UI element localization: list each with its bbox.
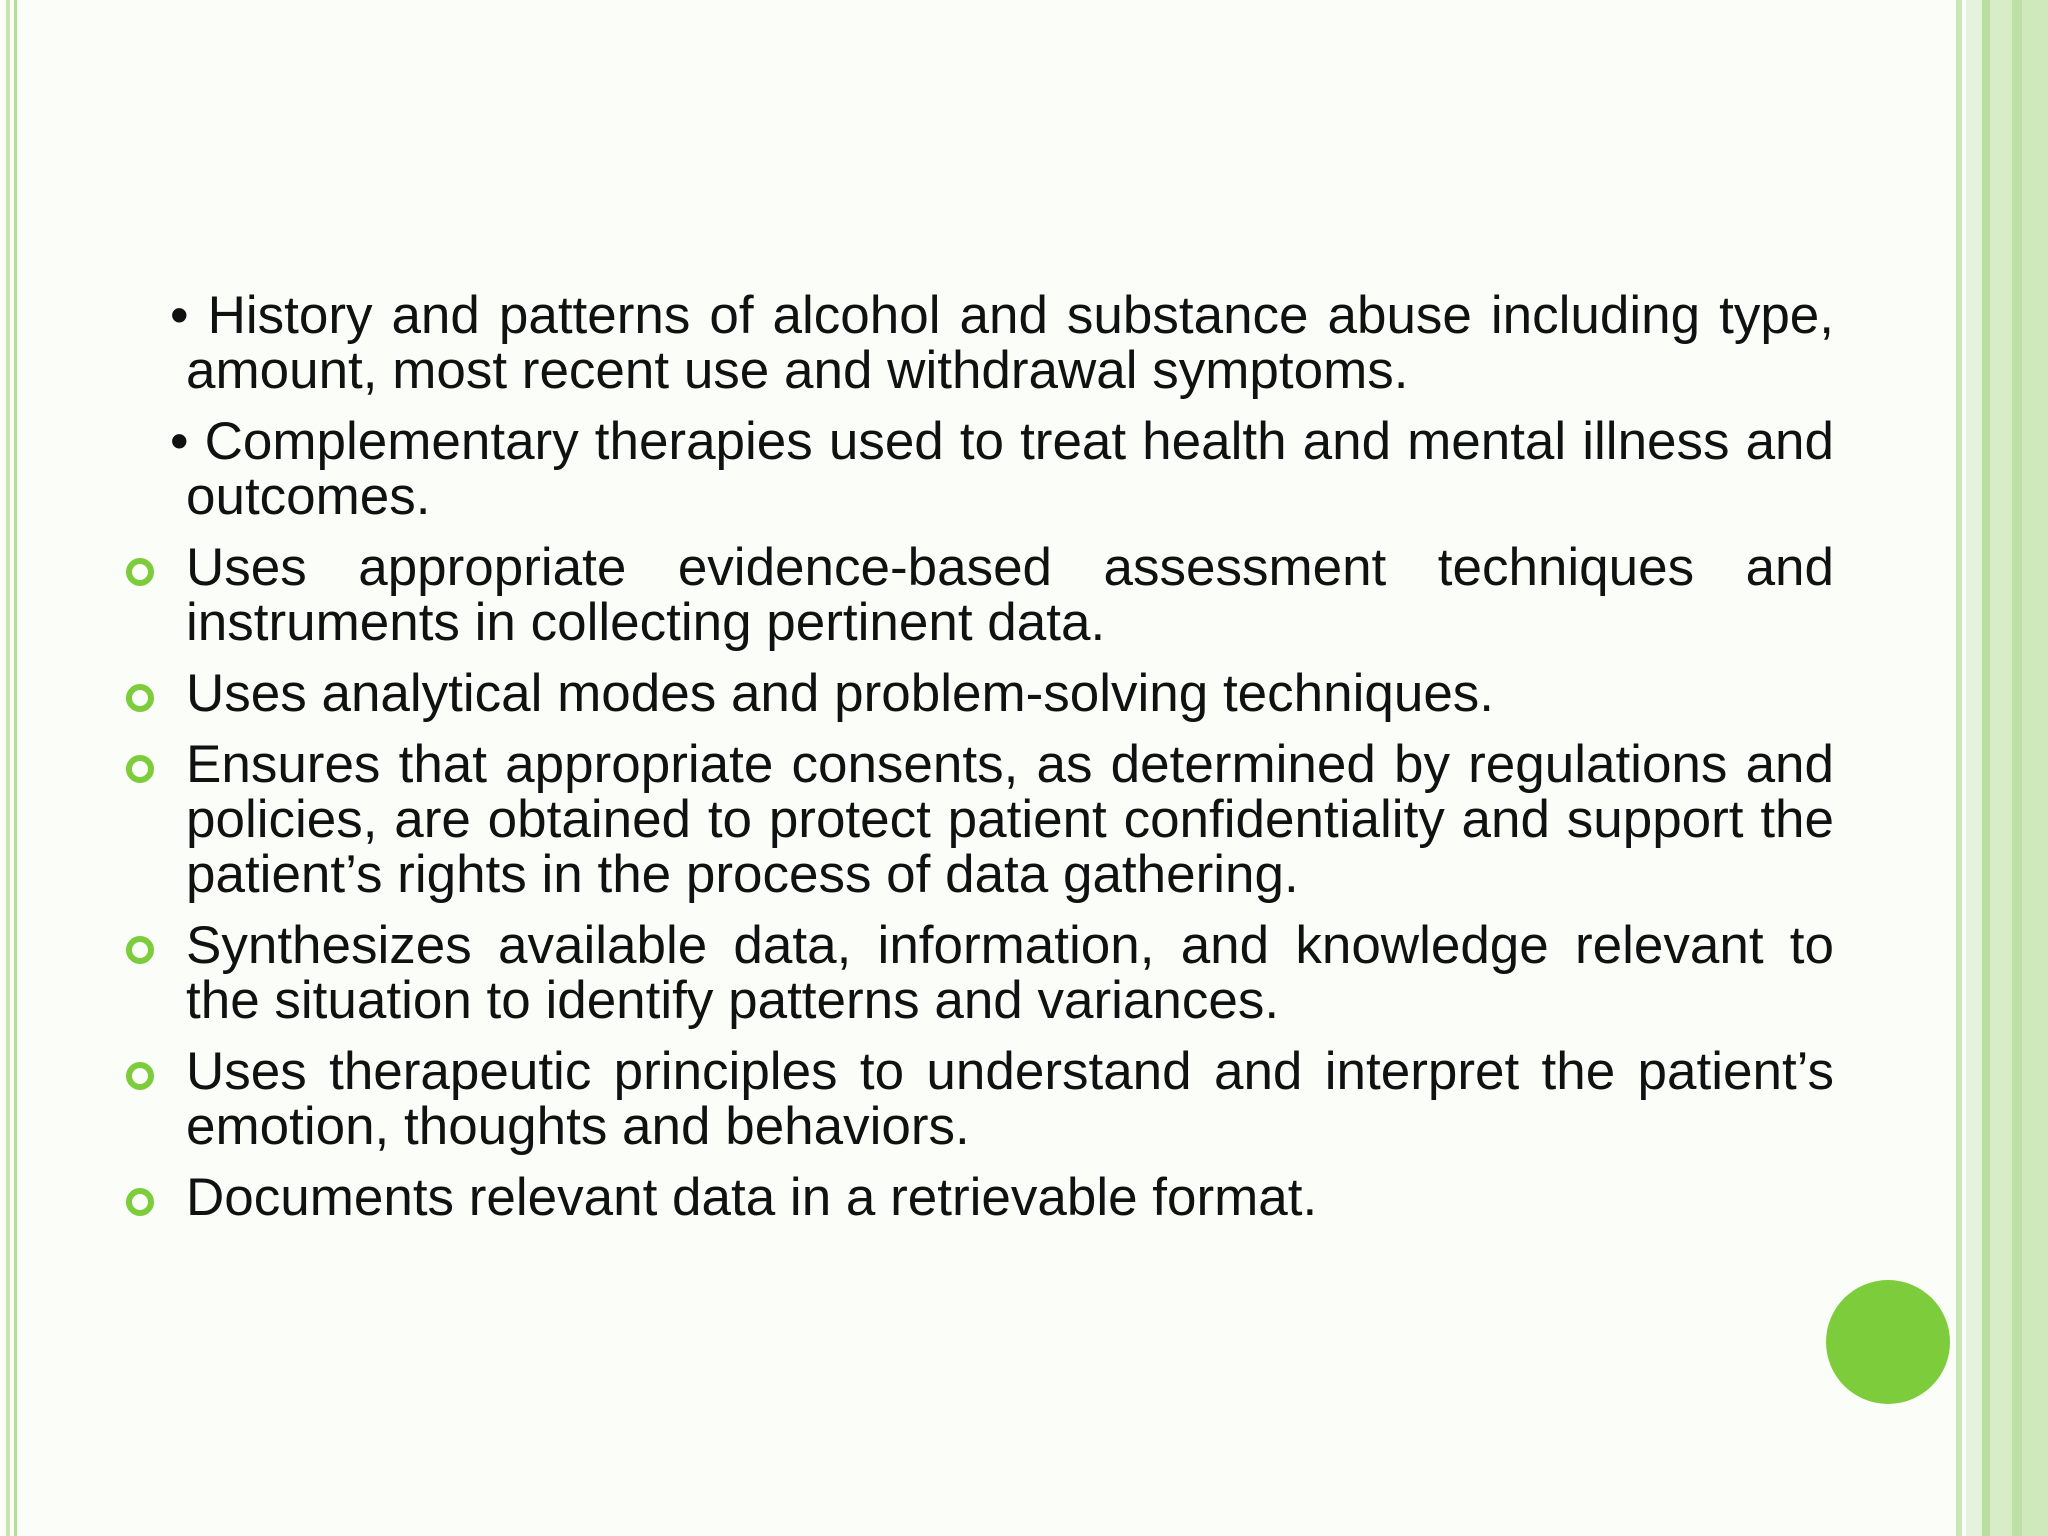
bullet-text: Uses appropriate evidence-based assessment techniques and instruments in collecting pertinent data. [186, 538, 1834, 652]
ring-bullet-icon [126, 936, 154, 964]
green-circle-decoration [1826, 1280, 1950, 1404]
bullet-item [120, 918, 1834, 1028]
right-decor-stripe [1966, 0, 1982, 1536]
sub-bullet-text: Complementary therapies used to treat health and mental illness and outcomes. [186, 412, 1834, 526]
ring-bullet-icon [126, 558, 154, 586]
sub-bullet-item [120, 288, 1834, 398]
bullet-text: Synthesizes available data, information, and knowledge relevant to the situation to identify patterns and variances. [186, 916, 1834, 1030]
right-decor-stripe [2022, 0, 2048, 1536]
bullet-text: Ensures that appropriate consents, as determined by regulations and policies, are obtained to protect patient confidentiality and support the patient’s rights in the process of data gathering. [186, 735, 1834, 904]
slide-body [120, 288, 1834, 1241]
left-border-line [14, 0, 17, 1536]
bullet-item [120, 737, 1834, 902]
ring-bullet-icon [126, 1062, 154, 1090]
bullet-item [120, 540, 1834, 650]
right-decor-stripe [1990, 0, 2012, 1536]
bullet-item [120, 666, 1834, 721]
sub-bullet-marker: • [170, 286, 189, 345]
bullet-item [120, 1170, 1834, 1225]
ring-bullet-icon [126, 684, 154, 712]
sub-bullet-text: History and patterns of alcohol and substance abuse including type, amount, most recent use and withdrawal symptoms. [186, 286, 1834, 400]
ring-bullet-icon [126, 1188, 154, 1216]
right-decor-stripe [2012, 0, 2022, 1536]
right-decor-stripe [1982, 0, 1990, 1536]
bullet-text: Documents relevant data in a retrievable format. [186, 1168, 1318, 1227]
ring-bullet-icon [126, 755, 154, 783]
bullet-text: Uses therapeutic principles to understand and interpret the patient’s emotion, thoughts and behaviors. [186, 1042, 1834, 1156]
bullet-item [120, 1044, 1834, 1154]
right-decor-stripe [1956, 0, 1962, 1536]
sub-bullet-item [120, 414, 1834, 524]
left-border-line [6, 0, 10, 1536]
bullet-text: Uses analytical modes and problem-solving techniques. [186, 664, 1495, 723]
sub-bullet-marker: • [170, 412, 189, 471]
